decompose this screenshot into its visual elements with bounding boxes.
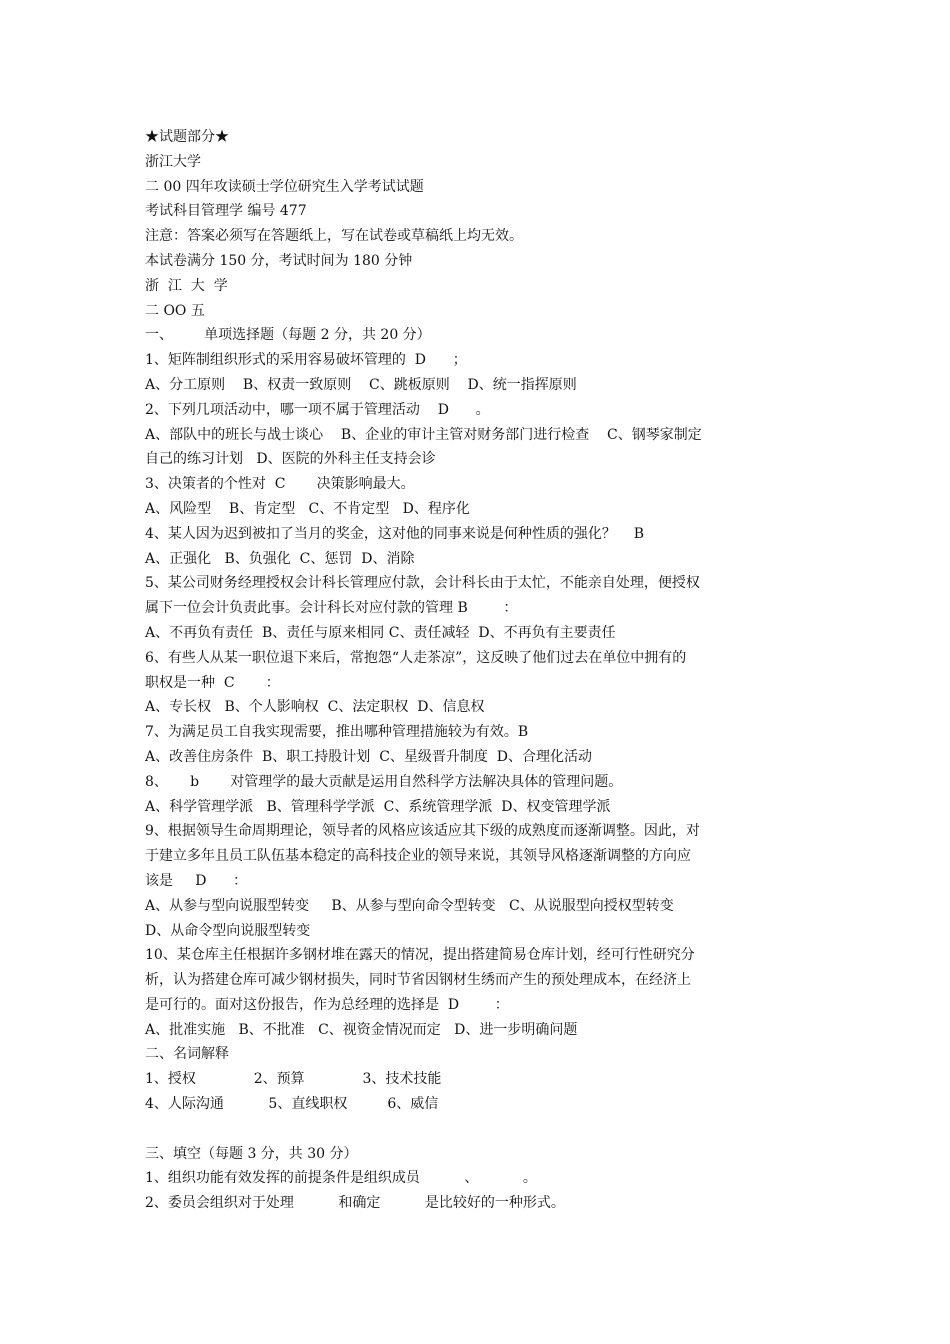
question-options: A、部队中的班长与战士谈心 B、企业的审计主管对财务部门进行检查 C、钢琴家制定 (145, 426, 702, 443)
fill-blank-question: 1、组织功能有效发挥的前提条件是组织成员 、 。 (145, 1170, 537, 1187)
exam-notice: 注意：答案必须写在答题纸上，写在试卷或草稿纸上均无效。 (145, 228, 523, 245)
question-options: A、专长权 B、个人影响权 C、法定职权 D、信息权 (145, 699, 485, 716)
question-text: 属下一位会计负责此事。会计科长对应付款的管理 B ： (145, 600, 518, 617)
blank-line (145, 1117, 810, 1142)
term-list: 4、人际沟通 5、直线职权 6、威信 (145, 1096, 439, 1113)
doc-header-marker: ★试题部分★ (145, 129, 229, 145)
question-options: A、正强化 B、负强化 C、惩罚 D、消除 (145, 550, 415, 567)
exam-subject: 考试科目管理学 编号 477 (145, 203, 307, 220)
question-text: 该是 D ： (145, 872, 248, 889)
question-text: 9、根据领导生命周期理论，领导者的风格应该适应其下级的成熟度而逐渐调整。因此，对 (145, 823, 700, 840)
question-text: 4、某人因为迟到被扣了当月的奖金，这对他的同事来说是何种性质的强化？ B (145, 525, 644, 542)
question-options: A、风险型 B、肯定型 C、不肯定型 D、程序化 (145, 500, 470, 517)
question-text: 析，认为搭建仓库可减少钢材损失，同时节省因钢材生绣而产生的预处理成本，在经济上 (145, 972, 691, 989)
question-text: 8、 b 对管理学的最大贡献是运用自然科学方法解决具体的管理问题。 (145, 773, 623, 790)
question-text: 3、决策者的个性对 C 决策影响最大。 (145, 476, 415, 493)
question-text: 于建立多年且员工队伍基本稳定的高科技企业的领导来说，其领导风格逐渐调整的方向应 (145, 848, 691, 865)
exam-score-time: 本试卷满分 150 分，考试时间为 180 分钟 (145, 252, 413, 269)
question-options: A、批准实施 B、不批准 C、视资金情况而定 D、进一步明确问题 (145, 1021, 578, 1038)
exam-document (145, 125, 810, 1216)
term-list: 1、授权 2、预算 3、技术技能 (145, 1071, 442, 1088)
question-options: 自己的练习计划 D、医院的外科主任支持会诊 (145, 451, 436, 468)
question-options: A、科学管理学派 B、管理科学学派 C、系统管理学派 D、权变管理学派 (145, 798, 611, 815)
exam-year: 二 OO 五 (145, 302, 205, 319)
question-text: 2、下列几项活动中，哪一项不属于管理活动 D 。 (145, 401, 490, 418)
university-name: 浙江大学 (145, 153, 201, 170)
question-options: A、不再负有责任 B、责任与原来相同 C、责任减轻 D、不再负有主要责任 (145, 624, 616, 641)
question-text: 1、矩阵制组织形式的采用容易破坏管理的 D ； (145, 352, 467, 369)
question-text: 6、有些人从某一职位退下来后，常抱怨“人走茶凉”，这反映了他们过去在单位中拥有的 (145, 649, 687, 666)
question-options: A、改善住房条件 B、职工持股计划 C、星级晋升制度 D、合理化活动 (145, 748, 593, 765)
university-name-spaced: 浙 江 大 学 (145, 277, 228, 294)
question-options: A、从参与型向说服型转变 B、从参与型向命令型转变 C、从说服型向授权型转变 (145, 897, 674, 914)
question-text: 是可行的。面对这份报告，作为总经理的选择是 D ： (145, 996, 509, 1013)
section-heading: 三、填空（每题 3 分，共 30 分） (145, 1145, 358, 1162)
section-heading: 二、名词解释 (145, 1046, 229, 1063)
question-text: 7、为满足员工自我实现需要，推出哪种管理措施较为有效。B (145, 724, 529, 741)
exam-title: 二 00 四年攻读硕士学位研究生入学考试试题 (145, 178, 424, 195)
question-text: 10、某仓库主任根据许多钢材堆在露天的情况，提出搭建简易仓库计划，经可行性研究分 (145, 947, 695, 964)
section-heading: 一、 单项选择题（每题 2 分，共 20 分） (145, 327, 431, 344)
question-options: D、从命令型向说服型转变 (145, 922, 311, 939)
question-text: 职权是一种 C ： (145, 674, 280, 691)
question-text: 5、某公司财务经理授权会计科长管理应付款，会计科长由于太忙，不能亲自处理，便授权 (145, 575, 700, 592)
fill-blank-question: 2、委员会组织对于处理 和确定 是比较好的一种形式。 (145, 1195, 565, 1212)
question-options: A、分工原则 B、权责一致原则 C、跳板原则 D、统一指挥原则 (145, 376, 577, 393)
